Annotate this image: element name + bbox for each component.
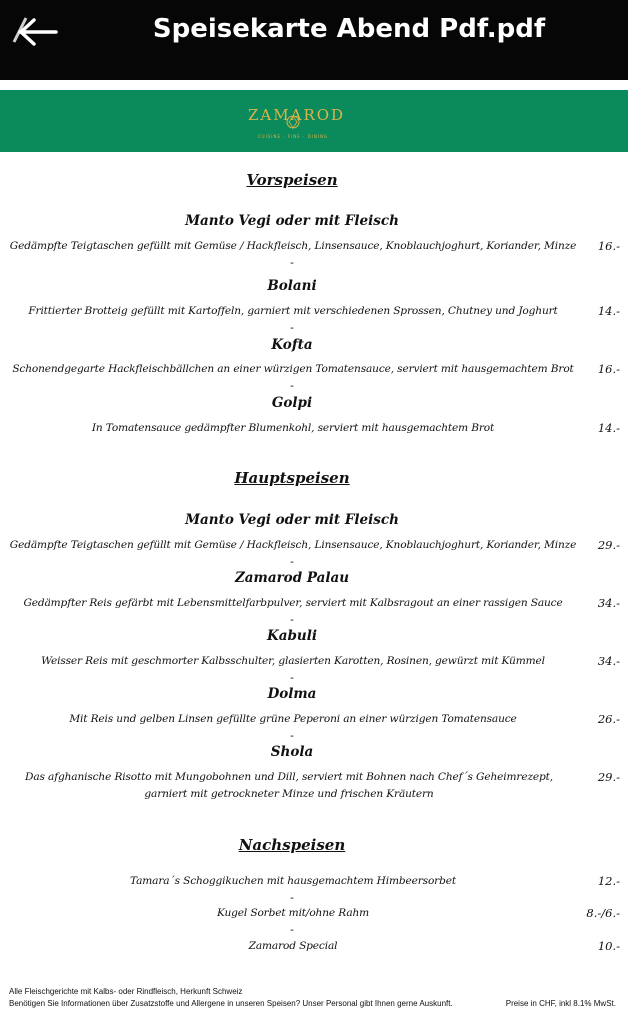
item-description: Frittierter Brotteig gefüllt mit Kartoffeln, garniert mit verschiedenen Sprossen, Chutney und Joghurt: [28, 305, 558, 317]
item-price: 16.-: [597, 239, 620, 253]
item-price: 29.-: [597, 770, 620, 784]
item-description: Das afghanische Risotto mit Mungobohnen und Dill, serviert mit Bohnen nach Chef´s Geheimrezept, garniert mit getrockneter Minze und frischen Kräutern: [25, 771, 553, 800]
item-description: Kugel Sorbet mit/ohne Rahm: [216, 907, 370, 919]
item-description: Tamara´s Schoggikuchen mit hausgemachtem Himbeersorbet: [130, 875, 456, 887]
item-description: In Tomatensauce gedämpfter Blumenkohl, serviert mit hausgemachtem Brot: [91, 422, 495, 434]
item-name: Kofta: [271, 337, 313, 353]
item-name: Dolma: [267, 686, 317, 702]
logo-tagline: CUISINE · FINE · DINING: [257, 134, 329, 139]
restaurant-logo: [248, 96, 346, 146]
item-description: Schonendgegarte Hackfleischbällchen an einer würzigen Tomatensauce, serviert mit hausgemachtem Brot: [12, 363, 574, 375]
restaurant-banner: [0, 90, 628, 152]
separator-dash: -: [290, 379, 294, 392]
separator-dash: -: [290, 671, 294, 684]
separator-dash: -: [290, 729, 294, 742]
separator-dash: -: [290, 891, 294, 904]
footer-price-note: Preise in CHF, inkl 8.1% MwSt.: [505, 999, 616, 1008]
page-gap: [0, 80, 628, 90]
item-price: 8.-/6.-: [586, 906, 620, 920]
item-name: Golpi: [271, 395, 313, 411]
item-name: Shola: [270, 744, 314, 760]
logo-wordmark: ZAMAROD: [248, 106, 346, 124]
item-price: 34.-: [597, 596, 620, 610]
item-price: 16.-: [597, 362, 620, 376]
back-arrow-icon: [6, 8, 62, 56]
section-title-nachspeisen: Nachspeisen: [238, 836, 346, 854]
separator-dash: -: [290, 256, 294, 269]
item-name: Zamarod Palau: [234, 570, 350, 586]
footer-allergen-note: Benötigen Sie Informationen über Zusatzstoffe und Allergene in unseren Speisen? Unser Personal gibt Ihnen gerne Auskunft.: [9, 999, 453, 1008]
item-description: Gedämpfte Teigtaschen gefüllt mit Gemüse / Hackfleisch, Linsensauce, Knoblauchjoghurt, Koriander, Minze: [9, 539, 577, 551]
separator-dash: -: [290, 923, 294, 936]
back-button[interactable]: [6, 8, 62, 56]
item-price: 10.-: [597, 939, 620, 953]
item-name: Kabuli: [267, 628, 317, 644]
item-price: 29.-: [597, 538, 620, 552]
item-name: Manto Vegi oder mit Fleisch: [185, 512, 399, 528]
top-app-bar: [0, 0, 628, 80]
item-name: Bolani: [267, 278, 317, 294]
item-price: 26.-: [597, 712, 620, 726]
item-description: Zamarod Special: [248, 940, 338, 952]
separator-dash: -: [290, 555, 294, 568]
item-description: Weisser Reis mit geschmorter Kalbsschulter, glasierten Karotten, Rosinen, gewürzt mit Kümmel: [41, 655, 545, 667]
item-price: 34.-: [597, 654, 620, 668]
item-description: Gedämpfter Reis gefärbt mit Lebensmittelfarbpulver, serviert mit Kalbsragout an einer rassigen Sauce: [23, 597, 563, 609]
section-title-hauptspeisen: Hauptspeisen: [234, 469, 350, 487]
item-price: 12.-: [597, 874, 620, 888]
footer-origin-note: Alle Fleischgerichte mit Kalbs- oder Rindfleisch, Herkunft Schweiz: [9, 987, 243, 996]
document-title: Speisekarte Abend Pdf.pdf: [152, 14, 546, 44]
item-price: 14.-: [597, 304, 620, 318]
item-price: 14.-: [597, 421, 620, 435]
item-name: Manto Vegi oder mit Fleisch: [185, 213, 399, 229]
separator-dash: -: [290, 321, 294, 334]
section-title-vorspeisen: Vorspeisen: [246, 171, 338, 189]
item-description: Mit Reis und gelben Linsen gefüllte grüne Peperoni an einer würzigen Tomatensauce: [69, 713, 517, 725]
separator-dash: -: [290, 613, 294, 626]
item-description: Gedämpfte Teigtaschen gefüllt mit Gemüse / Hackfleisch, Linsensauce, Knoblauchjoghurt, Koriander, Minze: [9, 240, 577, 252]
